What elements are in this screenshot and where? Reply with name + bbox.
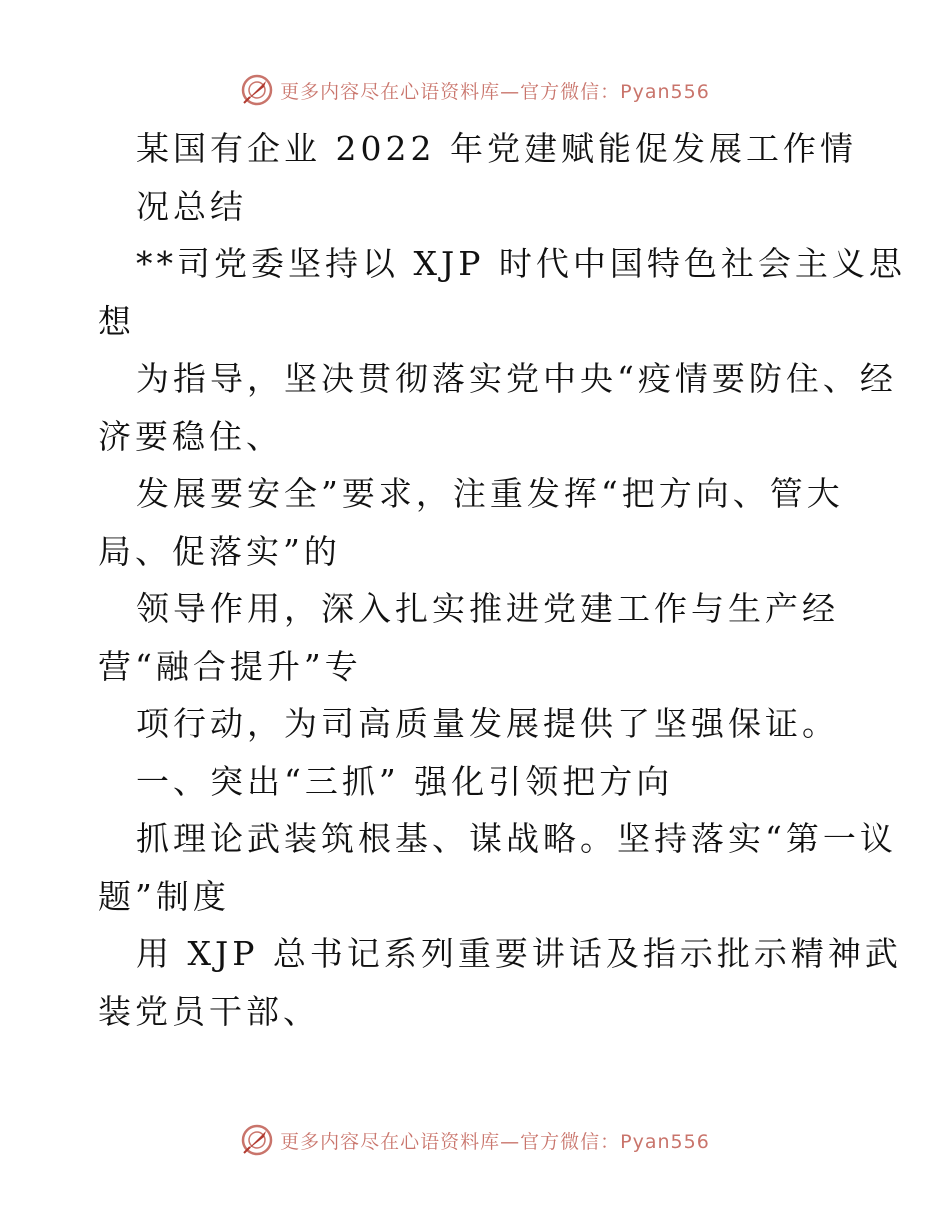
text-line: 营“融合提升”专 [98, 646, 362, 686]
text-line: 想 [98, 301, 135, 341]
text-line: 发展要安全”要求，注重发挥“把方向、管大 [136, 474, 844, 513]
text-line: 用 XJP 总书记系列重要讲话及指示批示精神武 [136, 934, 902, 973]
text-line: 抓理论武装筑根基、谋战略。坚持落实“第一议 [136, 819, 897, 858]
text-line: 为指导，坚决贯彻落实党中央“疫情要防住、经 [136, 359, 897, 398]
quill-logo-icon [240, 1123, 274, 1157]
footer-watermark [0, 1120, 950, 1160]
text-line: 装党员干部、 [98, 991, 320, 1031]
text-line: 济要稳住、 [98, 416, 283, 456]
text-line: 项行动，为司高质量发展提供了坚强保证。 [136, 704, 839, 743]
text-line: 局、促落实”的 [98, 531, 341, 571]
text-line: 题”制度 [98, 876, 230, 916]
quill-logo-icon [240, 73, 274, 107]
watermark-text: 更多内容尽在心语资料库—官方微信：Pyan556 [280, 80, 710, 103]
watermark-text: 更多内容尽在心语资料库—官方微信：Pyan556 [280, 1130, 710, 1153]
text-line: 一、突出“三抓” 强化引领把方向 [136, 761, 674, 801]
text-line: **司党委坚持以 XJP 时代中国特色社会主义思 [136, 244, 906, 283]
text-line: 某国有企业 2022 年党建赋能促发展工作情 [136, 129, 857, 168]
text-line: 领导作用，深入扎实推进党建工作与生产经 [136, 589, 839, 628]
header-watermark [0, 70, 950, 110]
document-body [98, 120, 906, 1040]
text-line: 况总结 [136, 186, 247, 226]
